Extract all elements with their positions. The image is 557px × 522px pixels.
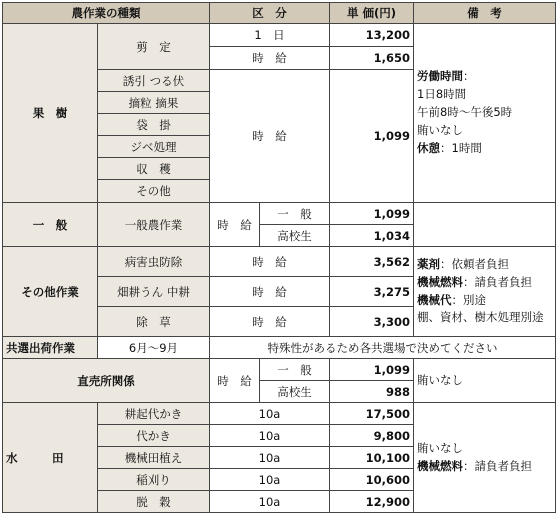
direct-sub-highschool: 高校生 — [260, 381, 330, 403]
unit-plow-puddle: 10a — [210, 403, 330, 425]
general-price-general: 1,099 — [330, 203, 414, 225]
header-unit-price: 単 価(円) — [330, 3, 414, 24]
general-note-empty — [414, 203, 556, 247]
item-harvest: 収 穫 — [98, 158, 210, 180]
header-remarks: 備 考 — [414, 3, 556, 24]
extra-costs: 棚、資材、樹木処理別途 — [417, 310, 544, 325]
price-weeding: 3,300 — [330, 307, 414, 337]
price-fruit-group: 1,099 — [330, 70, 414, 203]
fuel-label: 機械燃料 — [417, 274, 463, 289]
header-work-type: 農作業の種類 — [3, 3, 210, 24]
rest-value: ：1時間 — [440, 140, 482, 155]
labor-label: 労働時間 — [417, 69, 463, 84]
item-gibberellin: ジベ処理 — [98, 136, 210, 158]
general-sub-highschool: 高校生 — [260, 225, 330, 247]
machine-value: ：別途 — [451, 292, 486, 307]
other-work-note — [414, 247, 556, 337]
shipping-period: 6月～9月 — [98, 337, 210, 359]
item-rice-planting: 機械田植え — [98, 447, 210, 469]
price-threshing: 12,900 — [330, 491, 414, 513]
price-pruning-hour: 1,650 — [330, 47, 414, 70]
price-rice-reaping: 10,600 — [330, 469, 414, 491]
paddy-fuel-value: ：請負者負担 — [463, 458, 532, 473]
item-training: 誘引 つる伏 — [98, 70, 210, 92]
unit-hour: 時 給 — [210, 47, 330, 70]
no-meals: 賄いなし — [417, 122, 463, 137]
item-other: その他 — [98, 180, 210, 203]
direct-sub-general: 一 般 — [260, 359, 330, 381]
category-other-work: その他作業 — [3, 247, 98, 337]
rest-label: 休憩 — [417, 140, 440, 155]
price-tillage: 3,275 — [330, 277, 414, 307]
item-puddling: 代かき — [98, 425, 210, 447]
item-pest-control: 病害虫防除 — [98, 247, 210, 277]
general-sub-general: 一 般 — [260, 203, 330, 225]
price-pruning-day: 13,200 — [330, 24, 414, 47]
price-puddling: 9,800 — [330, 425, 414, 447]
wage-table — [2, 2, 556, 513]
direct-note: 賄いなし — [414, 359, 556, 403]
price-rice-planting: 10,100 — [330, 447, 414, 469]
paddy-note — [414, 403, 556, 513]
fruit-note: 労働時間： 1日8時間 午前8時～午後5時 賄いなし 休憩：1時間 — [414, 24, 556, 203]
header-division: 区 分 — [210, 3, 330, 24]
general-price-highschool: 1,034 — [330, 225, 414, 247]
direct-price-general: 1,099 — [330, 359, 414, 381]
chem-value: ：依頼者負担 — [440, 256, 509, 271]
general-unit: 時 給 — [210, 203, 260, 247]
category-fruit: 果 樹 — [3, 24, 98, 203]
item-thinning: 摘粒 摘果 — [98, 92, 210, 114]
unit-pest-control: 時 給 — [210, 247, 330, 277]
category-general: 一 般 — [3, 203, 98, 247]
item-pruning: 剪 定 — [98, 24, 210, 70]
category-direct-sales: 直売所関係 — [3, 359, 210, 403]
chem-label: 薬剤 — [417, 256, 440, 271]
unit-rice-planting: 10a — [210, 447, 330, 469]
category-paddy: 水 田 — [3, 403, 98, 513]
price-plow-puddle: 17,500 — [330, 403, 414, 425]
item-bagging: 袋 掛 — [98, 114, 210, 136]
direct-price-highschool: 988 — [330, 381, 414, 403]
labor-time-range: 午前8時～午後5時 — [417, 105, 513, 120]
direct-unit: 時 給 — [210, 359, 260, 403]
price-pest-control: 3,562 — [330, 247, 414, 277]
item-plow-puddle: 耕起代かき — [98, 403, 210, 425]
unit-rice-reaping: 10a — [210, 469, 330, 491]
labor-hours: 1日8時間 — [417, 87, 467, 102]
item-tillage: 畑耕うん 中耕 — [98, 277, 210, 307]
item-general-farm: 一般農作業 — [98, 203, 210, 247]
paddy-no-meals: 賄いなし — [417, 440, 463, 455]
item-weeding: 除 草 — [98, 307, 210, 337]
unit-puddling: 10a — [210, 425, 330, 447]
unit-day: 1 日 — [210, 24, 330, 47]
unit-threshing: 10a — [210, 491, 330, 513]
unit-hour-group: 時 給 — [210, 70, 330, 203]
unit-tillage: 時 給 — [210, 277, 330, 307]
shipping-note: 特殊性があるため各共選場で決めてください — [210, 337, 556, 359]
item-rice-reaping: 稲刈り — [98, 469, 210, 491]
machine-label: 機械代 — [417, 292, 452, 307]
fuel-value: ：請負者負担 — [463, 274, 532, 289]
paddy-fuel-label: 機械燃料 — [417, 458, 463, 473]
item-threshing: 脱 穀 — [98, 491, 210, 513]
unit-weeding: 時 給 — [210, 307, 330, 337]
category-shipping: 共選出荷作業 — [3, 337, 98, 359]
